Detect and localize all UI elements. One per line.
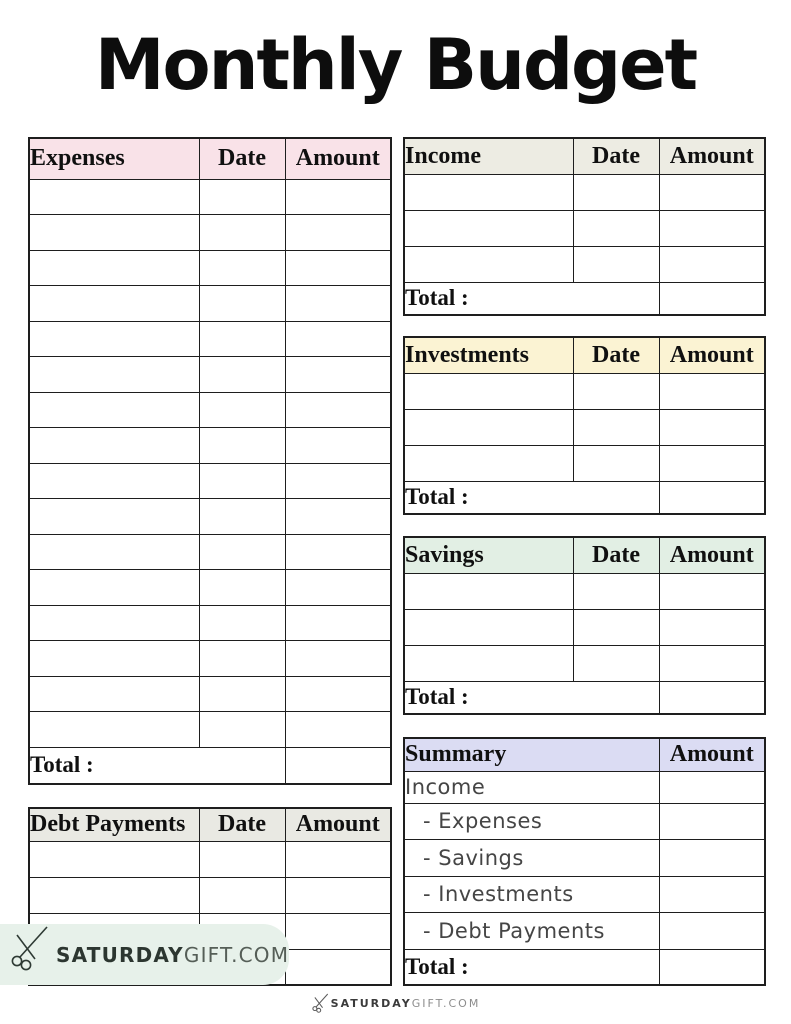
total-label: Total : xyxy=(29,747,285,784)
date-column-header: Date xyxy=(199,138,285,179)
income-total-row xyxy=(404,282,765,315)
footer-site-name xyxy=(331,997,481,1010)
table-cell xyxy=(29,605,199,641)
table-cell xyxy=(659,445,765,481)
table-cell xyxy=(404,174,573,210)
table-cell xyxy=(573,174,659,210)
table-row xyxy=(29,570,391,606)
table-cell xyxy=(659,803,765,840)
table-cell xyxy=(29,570,199,606)
table-row xyxy=(404,246,765,282)
brand-site-name-rest: GIFT.COM xyxy=(183,942,290,967)
table-row xyxy=(29,712,391,748)
table-row xyxy=(29,215,391,251)
amount-column-header: Amount xyxy=(659,138,765,174)
right-column xyxy=(403,137,764,986)
table-cell xyxy=(199,534,285,570)
summary-row-debt-payments xyxy=(404,913,765,950)
summary-header-row xyxy=(404,738,765,771)
table-cell xyxy=(285,641,391,677)
income-header-row xyxy=(404,138,765,174)
total-amount-cell xyxy=(659,282,765,315)
footer-site-name-rest: GIFT.COM xyxy=(411,996,481,1010)
table-cell xyxy=(285,428,391,464)
table-cell xyxy=(285,499,391,535)
table-cell xyxy=(29,676,199,712)
table-cell xyxy=(659,876,765,913)
table-cell xyxy=(199,605,285,641)
total-label: Total : xyxy=(404,681,659,714)
table-cell xyxy=(29,286,199,322)
summary-row-label: - Investments xyxy=(404,876,659,913)
table-cell xyxy=(29,215,199,251)
summary-row-label: - Savings xyxy=(404,840,659,877)
table-row xyxy=(29,534,391,570)
investments-header-label: Investments xyxy=(404,337,573,373)
table-cell xyxy=(404,409,573,445)
total-amount-cell xyxy=(659,681,765,714)
table-cell xyxy=(199,841,285,877)
table-cell xyxy=(285,215,391,251)
table-cell xyxy=(659,771,765,803)
table-row xyxy=(404,210,765,246)
table-cell xyxy=(199,392,285,428)
table-row xyxy=(29,286,391,322)
table-row xyxy=(404,645,765,681)
summary-total-row xyxy=(404,949,765,985)
table-cell xyxy=(573,609,659,645)
table-cell xyxy=(29,392,199,428)
table-cell xyxy=(573,246,659,282)
table-cell xyxy=(573,445,659,481)
summary-row-label: - Expenses xyxy=(404,803,659,840)
table-cell xyxy=(404,573,573,609)
table-cell xyxy=(659,913,765,950)
table-cell xyxy=(285,676,391,712)
table-cell xyxy=(573,573,659,609)
table-cell xyxy=(199,179,285,215)
table-cell xyxy=(285,250,391,286)
summary-row-savings xyxy=(404,840,765,877)
table-row xyxy=(29,392,391,428)
scissors-icon xyxy=(311,993,329,1013)
table-cell xyxy=(29,250,199,286)
left-column xyxy=(28,137,390,986)
table-cell xyxy=(285,321,391,357)
table-cell xyxy=(659,210,765,246)
table-row xyxy=(29,841,391,877)
table-cell xyxy=(285,357,391,393)
table-cell xyxy=(404,210,573,246)
summary-row-investments xyxy=(404,876,765,913)
table-cell xyxy=(285,463,391,499)
scissors-icon xyxy=(8,925,50,971)
table-cell xyxy=(659,246,765,282)
table-cell xyxy=(199,641,285,677)
amount-column-header: Amount xyxy=(285,808,391,841)
table-row xyxy=(404,409,765,445)
debt-header-row xyxy=(29,808,391,841)
table-row xyxy=(404,373,765,409)
table-cell xyxy=(285,286,391,322)
table-cell xyxy=(404,246,573,282)
debt-header-label: Debt Payments xyxy=(29,808,199,841)
table-cell xyxy=(199,570,285,606)
amount-column-header: Amount xyxy=(659,537,765,573)
amount-column-header: Amount xyxy=(285,138,391,179)
expenses-table xyxy=(28,137,392,785)
table-cell xyxy=(29,321,199,357)
total-label: Total : xyxy=(404,949,659,985)
footer-logo xyxy=(0,993,791,1013)
table-cell xyxy=(285,392,391,428)
table-cell xyxy=(285,179,391,215)
table-cell xyxy=(659,573,765,609)
summary-row-label: - Debt Payments xyxy=(404,913,659,950)
table-cell xyxy=(573,645,659,681)
savings-header-row xyxy=(404,537,765,573)
table-cell xyxy=(29,641,199,677)
table-cell xyxy=(199,463,285,499)
total-amount-cell xyxy=(285,747,391,784)
table-cell xyxy=(29,357,199,393)
table-cell xyxy=(285,534,391,570)
table-row xyxy=(29,676,391,712)
amount-column-header: Amount xyxy=(659,337,765,373)
table-row xyxy=(404,445,765,481)
savings-header-label: Savings xyxy=(404,537,573,573)
table-cell xyxy=(573,210,659,246)
table-cell xyxy=(404,645,573,681)
table-cell xyxy=(285,949,391,985)
savings-table xyxy=(403,536,766,715)
table-cell xyxy=(29,179,199,215)
date-column-header: Date xyxy=(199,808,285,841)
total-amount-cell xyxy=(659,481,765,514)
table-row xyxy=(404,573,765,609)
investments-table xyxy=(403,336,766,515)
table-cell xyxy=(659,373,765,409)
table-cell xyxy=(404,609,573,645)
table-row xyxy=(29,250,391,286)
table-cell xyxy=(29,534,199,570)
table-cell xyxy=(29,877,199,913)
brand-site-name xyxy=(56,943,289,967)
table-cell xyxy=(659,645,765,681)
expenses-header-row xyxy=(29,138,391,179)
table-cell xyxy=(199,877,285,913)
table-cell xyxy=(29,499,199,535)
table-cell xyxy=(199,428,285,464)
total-label: Total : xyxy=(404,481,659,514)
table-cell xyxy=(285,841,391,877)
table-row xyxy=(29,428,391,464)
date-column-header: Date xyxy=(573,537,659,573)
summary-table xyxy=(403,737,766,986)
summary-row-expenses xyxy=(404,803,765,840)
table-cell xyxy=(199,712,285,748)
table-cell xyxy=(285,877,391,913)
footer-site-name-bold: SATURDAY xyxy=(330,996,412,1010)
table-cell xyxy=(573,409,659,445)
table-cell xyxy=(199,676,285,712)
income-header-label: Income xyxy=(404,138,573,174)
table-cell xyxy=(404,445,573,481)
table-cell xyxy=(285,570,391,606)
table-cell xyxy=(199,321,285,357)
amount-column-header: Amount xyxy=(659,738,765,771)
summary-header-label: Summary xyxy=(404,738,659,771)
table-cell xyxy=(285,913,391,949)
table-row xyxy=(29,179,391,215)
table-cell xyxy=(29,428,199,464)
brand-badge xyxy=(0,924,289,985)
table-row xyxy=(29,499,391,535)
table-cell xyxy=(29,841,199,877)
table-cell xyxy=(29,463,199,499)
table-cell xyxy=(199,357,285,393)
table-cell xyxy=(659,174,765,210)
brand-site-name-bold: SATURDAY xyxy=(56,942,184,967)
table-row xyxy=(29,463,391,499)
table-cell xyxy=(199,499,285,535)
savings-total-row xyxy=(404,681,765,714)
table-row xyxy=(29,321,391,357)
date-column-header: Date xyxy=(573,138,659,174)
total-label: Total : xyxy=(404,282,659,315)
table-cell xyxy=(199,286,285,322)
investments-total-row xyxy=(404,481,765,514)
investments-header-row xyxy=(404,337,765,373)
table-cell xyxy=(29,712,199,748)
page-title: Monthly Budget xyxy=(94,24,697,106)
expenses-header-label: Expenses xyxy=(29,138,199,179)
table-row xyxy=(404,609,765,645)
date-column-header: Date xyxy=(573,337,659,373)
income-table xyxy=(403,137,766,316)
table-row xyxy=(29,357,391,393)
table-cell xyxy=(285,605,391,641)
table-row xyxy=(404,174,765,210)
table-cell xyxy=(659,840,765,877)
table-cell xyxy=(659,409,765,445)
table-cell xyxy=(573,373,659,409)
summary-row-income xyxy=(404,771,765,803)
table-row xyxy=(29,641,391,677)
table-cell xyxy=(199,215,285,251)
total-amount-cell xyxy=(659,949,765,985)
table-cell xyxy=(285,712,391,748)
table-cell xyxy=(404,373,573,409)
table-cell xyxy=(199,250,285,286)
table-row xyxy=(29,605,391,641)
table-cell xyxy=(659,609,765,645)
summary-row-label: Income xyxy=(404,771,659,803)
table-row xyxy=(29,877,391,913)
expenses-total-row xyxy=(29,747,391,784)
